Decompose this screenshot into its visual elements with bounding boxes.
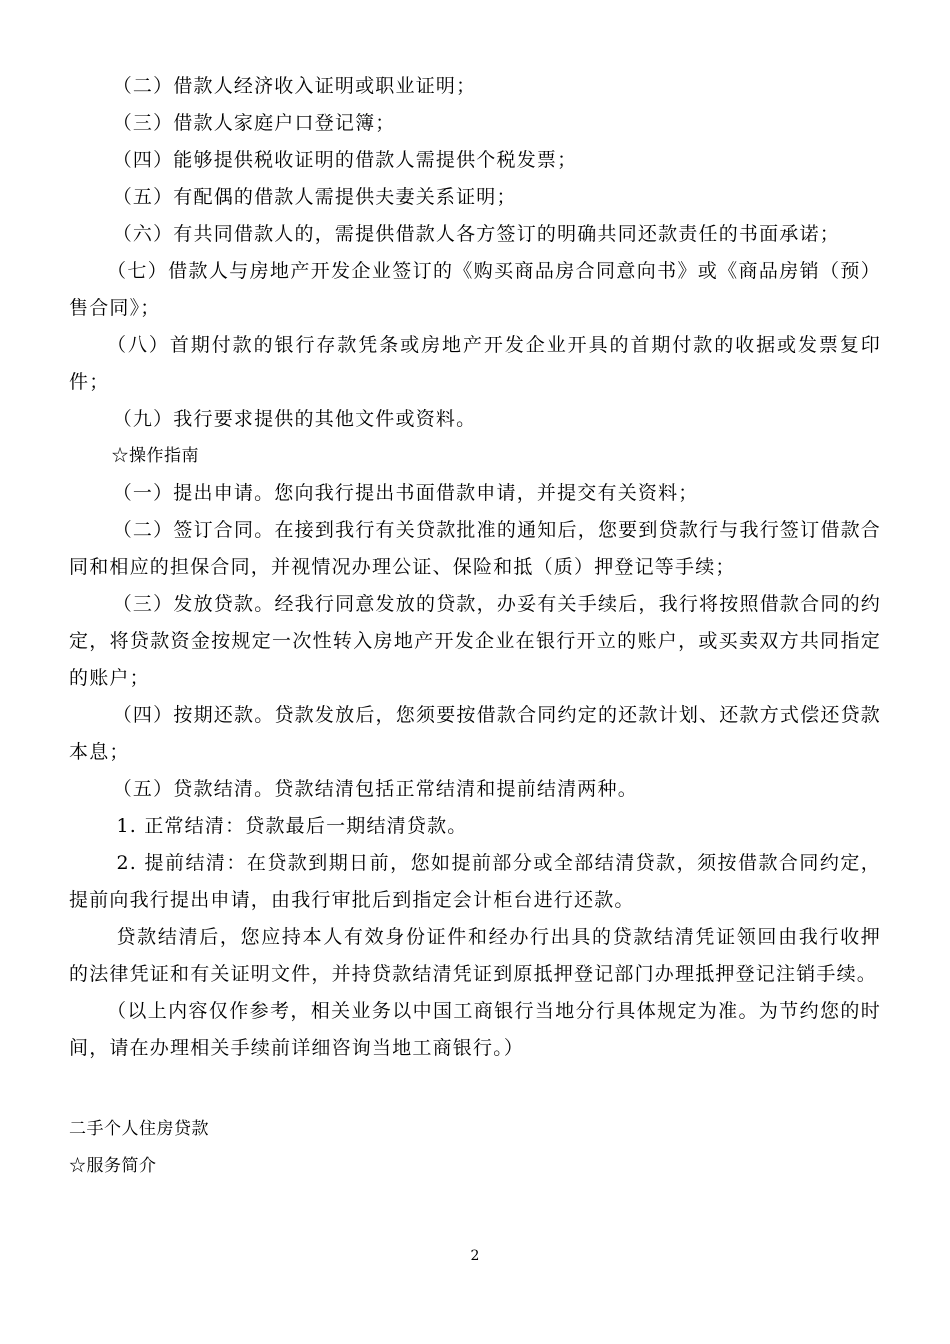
- requirement-item-5: （五）有配偶的借款人需提供夫妻关系证明；: [112, 186, 517, 208]
- operation-guide-heading: ☆操作指南: [111, 446, 199, 466]
- requirement-item-9: （九）我行要求提供的其他文件或资料。: [112, 408, 477, 430]
- settlement-after: 贷款结清后，您应持本人有效身份证件和经办行出具的贷款结清凭证领回由我行收押的法律凭证和有关证明文件，并持贷款结清凭证到原抵押登记部门办理抵押登记注销手续。: [69, 926, 881, 985]
- page-content: [69, 68, 881, 1185]
- requirement-item-6: （六）有共同借款人的，需提供借款人各方签订的明确共同还款责任的书面承诺；: [112, 223, 840, 245]
- guide-step-4: （四）按期还款。贷款发放后，您须要按借款合同约定的还款计划、还款方式偿还贷款本息；: [69, 704, 881, 763]
- guide-step-5: （五）贷款结清。贷款结清包括正常结清和提前结清两种。: [112, 778, 638, 800]
- guide-step-3: （三）发放贷款。经我行同意发放的贷款，办妥有关手续后，我行将按照借款合同的约定，将贷款资金按规定一次性转入房地产开发企业在银行开立的账户，或买卖双方共同指定的账户；: [69, 593, 881, 689]
- second-hand-loan-title: 二手个人住房贷款: [69, 1119, 209, 1139]
- settlement-early: 2. 提前结清：在贷款到期日前，您如提前部分或全部结清贷款，须按借款合同约定，提前向我行提出申请，由我行审批后到指定会计柜台进行还款。: [69, 852, 881, 911]
- requirement-item-8: （八）首期付款的银行存款凭条或房地产开发企业开具的首期付款的收据或发票复印件；: [69, 334, 881, 393]
- disclaimer-note: （以上内容仅作参考，相关业务以中国工商银行当地分行具体规定为准。为节约您的时间，请在办理相关手续前详细咨询当地工商银行。）: [69, 1000, 881, 1059]
- requirement-item-3: （三）借款人家庭户口登记簿；: [112, 112, 396, 134]
- guide-step-2: （二）签订合同。在接到我行有关贷款批准的通知后，您要到贷款行与我行签订借款合同和相应的担保合同，并视情况办理公证、保险和抵（质）押登记等手续；: [69, 519, 881, 578]
- requirement-item-4: （四）能够提供税收证明的借款人需提供个税发票；: [112, 149, 578, 171]
- requirement-item-7: （七）借款人与房地产开发企业签订的《购买商品房合同意向书》或《商品房销（预）售合同》；: [69, 260, 881, 319]
- section-spacer: [69, 1067, 881, 1111]
- page-number: 2: [470, 1248, 480, 1264]
- settlement-normal: 1. 正常结清：贷款最后一期结清贷款。: [116, 815, 468, 837]
- service-intro-heading: ☆服务简介: [69, 1156, 157, 1176]
- requirement-item-2: （二）借款人经济收入证明或职业证明；: [112, 75, 477, 97]
- guide-step-1: （一）提出申请。您向我行提出书面借款申请，并提交有关资料；: [112, 482, 699, 504]
